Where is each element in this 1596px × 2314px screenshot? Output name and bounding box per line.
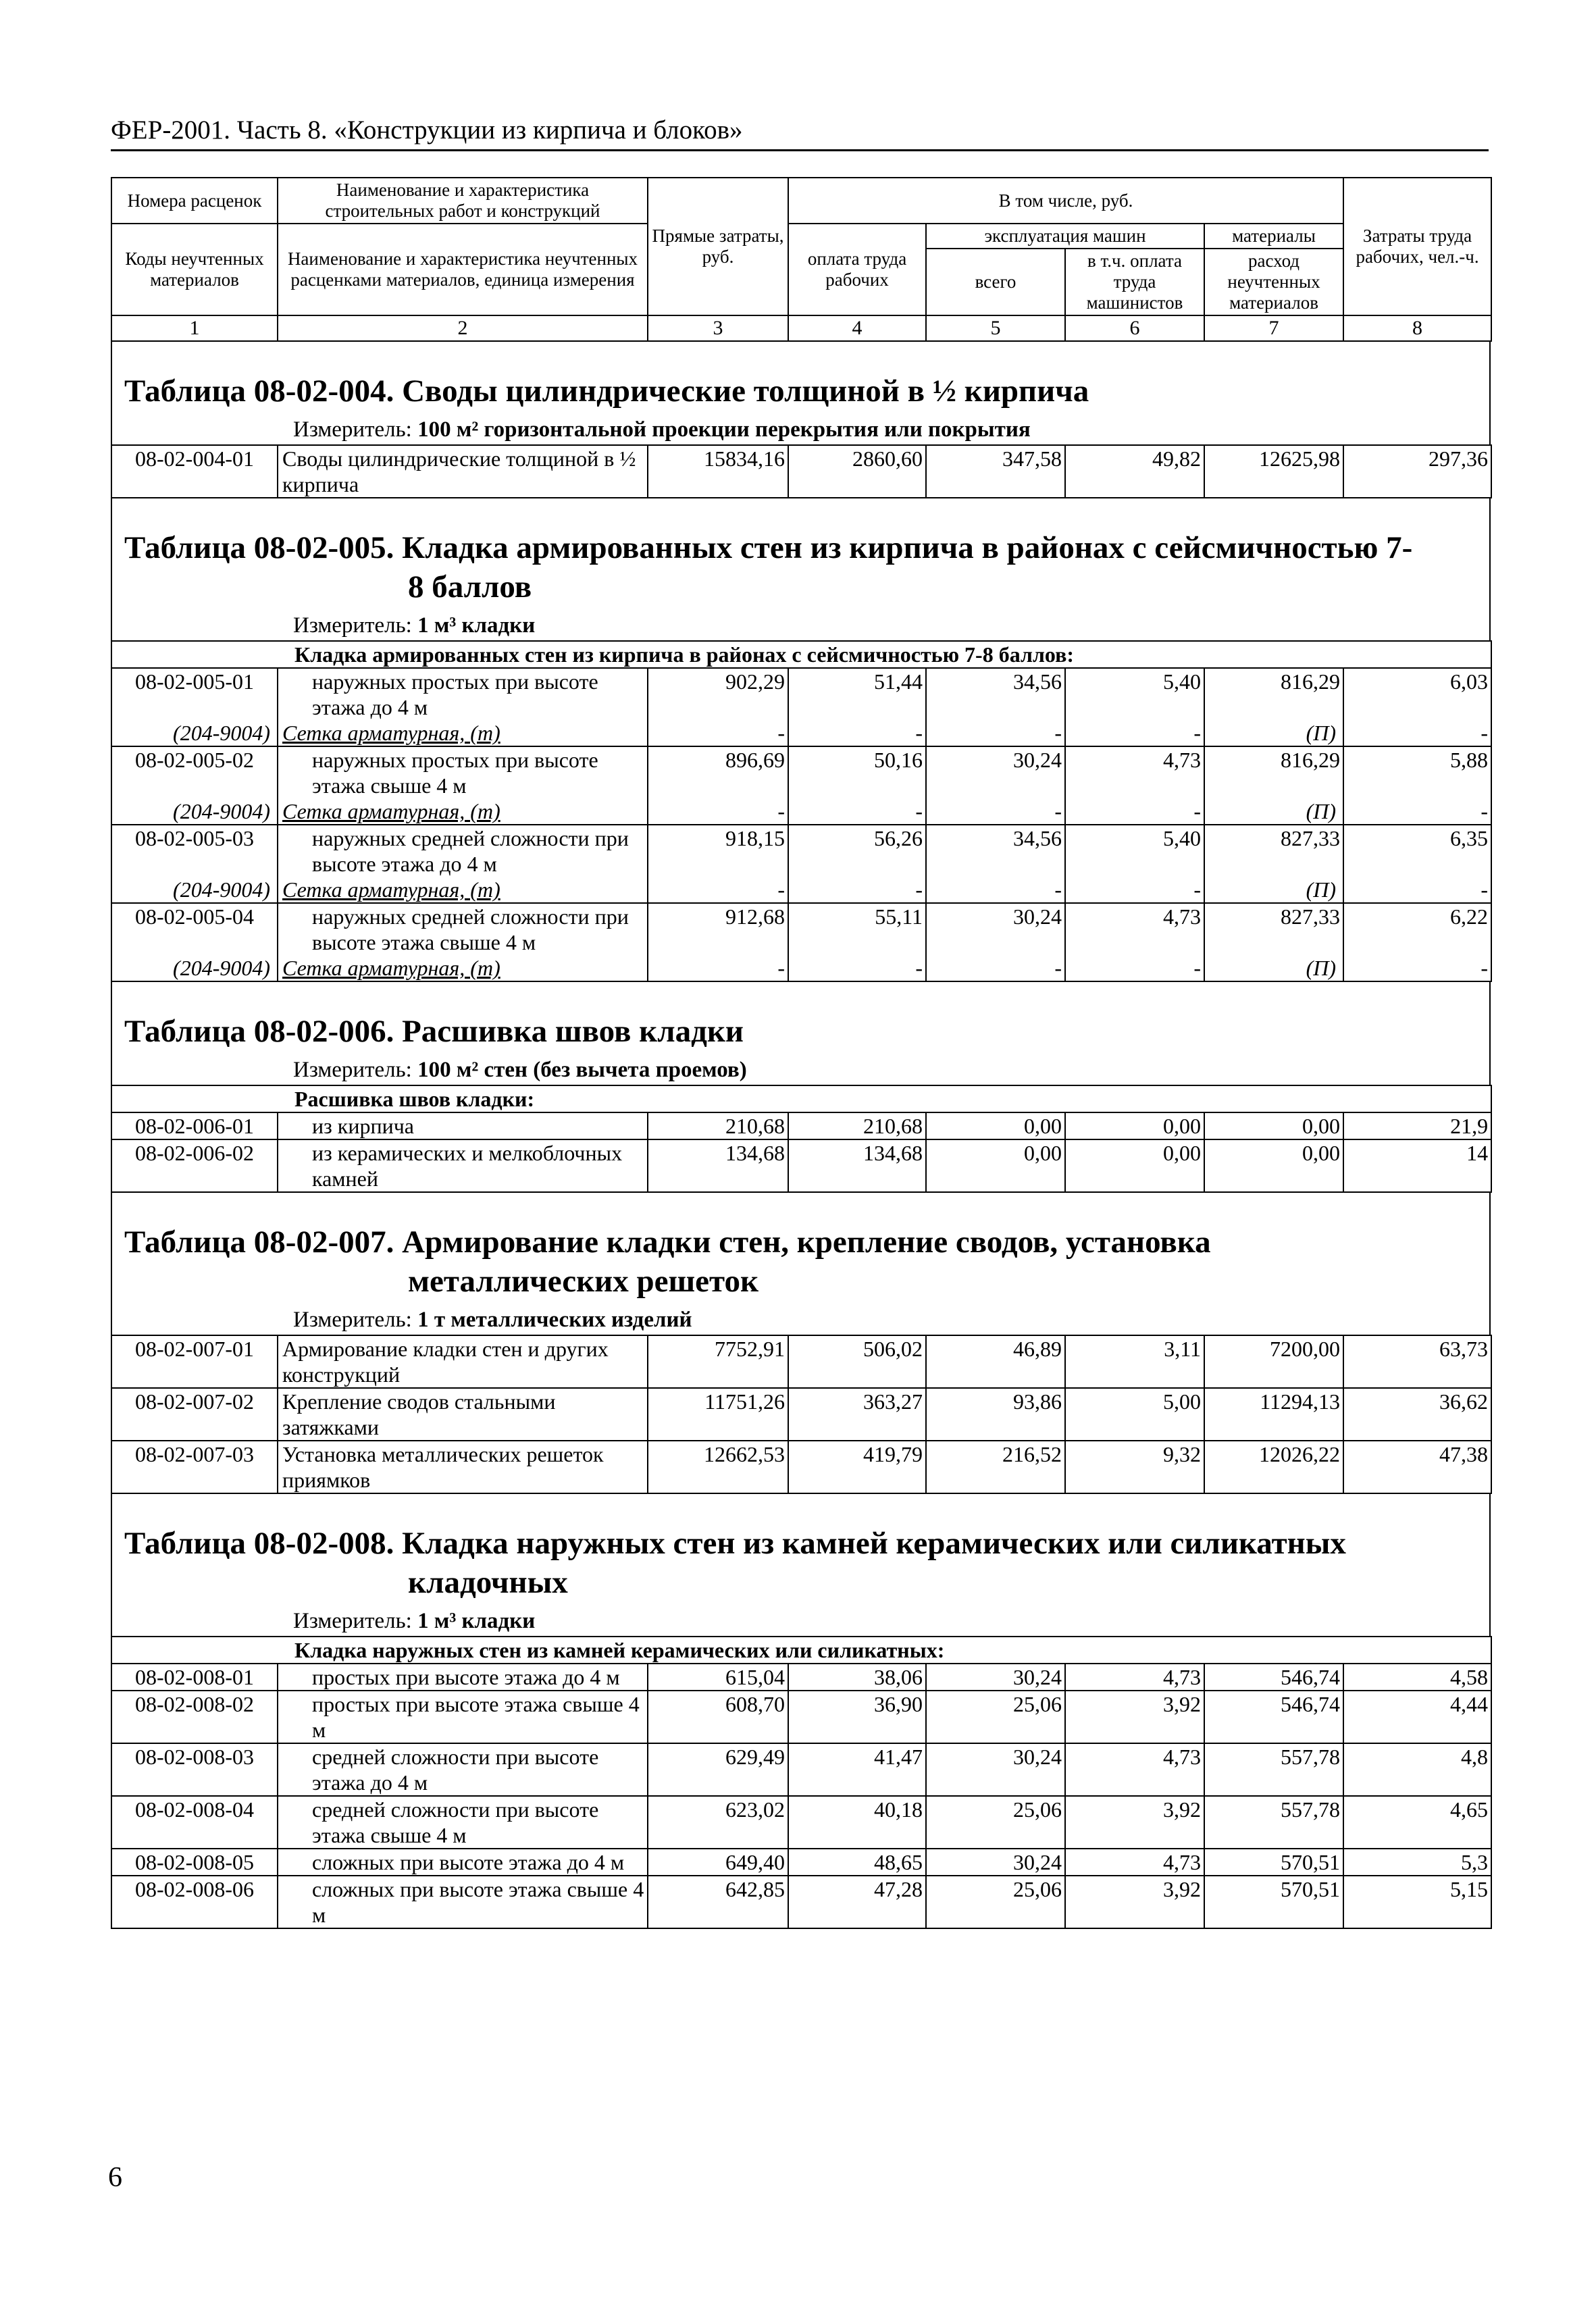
material-row — [111, 720, 1491, 746]
rate-code: 08-02-007-02 — [111, 1388, 278, 1441]
col-materials-header: материалы — [1204, 224, 1343, 249]
machines-pay: 3,11 — [1065, 1335, 1204, 1388]
machines-pay: 4,73 — [1065, 903, 1204, 955]
table-08-02-007 — [111, 1193, 1491, 1335]
measure-line — [112, 1606, 1489, 1636]
page-header: ФЕР-2001. Часть 8. «Конструкции из кирпича и блоков» — [111, 115, 1489, 151]
direct-cost: 623,02 — [648, 1796, 788, 1849]
direct-cost: 615,04 — [648, 1664, 788, 1691]
col-material-name-header: Наименование и характеристика неучтенных расценками материалов, единица измерения — [278, 224, 648, 315]
material-code: (204-9004) — [111, 955, 278, 981]
labor-pay: 506,02 — [788, 1335, 926, 1388]
machines-pay: 0,00 — [1065, 1112, 1204, 1139]
materials: 7200,00 — [1204, 1335, 1343, 1388]
dash-cell: - — [1065, 798, 1204, 825]
machines-all: 46,89 — [926, 1335, 1065, 1388]
table-row — [111, 1139, 1491, 1192]
materials: 816,29 — [1204, 668, 1343, 720]
table-title-line-1: Таблица 08-02-008. Кладка наружных стен из камней керамических или силикатных — [124, 1526, 1346, 1562]
group-title: Кладка армированных стен из кирпича в районах с сейсмичностью 7-8 баллов: — [111, 641, 1491, 668]
materials: 570,51 — [1204, 1876, 1343, 1928]
material-row — [111, 798, 1491, 825]
machines-pay: 5,40 — [1065, 668, 1204, 720]
rate-code: 08-02-007-01 — [111, 1335, 278, 1388]
labor-pay: 363,27 — [788, 1388, 926, 1441]
group-title: Кладка наружных стен из камней керамических или силикатных: — [111, 1637, 1491, 1664]
dash-cell: - — [1065, 720, 1204, 746]
labor-pay: 48,65 — [788, 1849, 926, 1876]
material-note: (П) — [1204, 798, 1343, 825]
labor-cost: 21,9 — [1343, 1112, 1491, 1139]
direct-cost: 918,15 — [648, 825, 788, 877]
col-num: 7 — [1204, 315, 1343, 341]
col-num: 5 — [926, 315, 1065, 341]
dash-cell: - — [926, 798, 1065, 825]
table-row — [111, 1112, 1491, 1139]
table-08-02-004-rows — [111, 444, 1492, 498]
labor-pay: 2860,60 — [788, 445, 926, 498]
table-08-02-008 — [111, 1494, 1491, 1636]
work-name: из кирпича — [278, 1112, 648, 1139]
direct-cost: 649,40 — [648, 1849, 788, 1876]
table-row — [111, 1664, 1491, 1691]
material-code: (204-9004) — [111, 877, 278, 903]
table-title-line-1: Таблица 08-02-007. Армирование кладки стен, крепление сводов, установка — [124, 1225, 1211, 1260]
direct-cost: 210,68 — [648, 1112, 788, 1139]
col-num: 6 — [1065, 315, 1204, 341]
machines-all: 30,24 — [926, 1743, 1065, 1796]
machines-all: 25,06 — [926, 1691, 1065, 1743]
machines-all: 0,00 — [926, 1139, 1065, 1192]
machines-pay: 5,00 — [1065, 1388, 1204, 1441]
work-name: простых при высоте этажа свыше 4 м — [278, 1691, 648, 1743]
measure-label: Измеритель: — [293, 1308, 412, 1333]
direct-cost: 12662,53 — [648, 1441, 788, 1493]
work-name: Своды цилиндрические толщиной в ½ кирпича — [278, 445, 648, 498]
labor-pay: 419,79 — [788, 1441, 926, 1493]
machines-all: 34,56 — [926, 825, 1065, 877]
dash-cell: - — [788, 877, 926, 903]
table-row — [111, 1388, 1491, 1441]
machines-pay: 3,92 — [1065, 1691, 1204, 1743]
table-08-02-005 — [111, 498, 1491, 640]
work-name: из керамических и мелкоблочных камней — [278, 1139, 648, 1192]
col-machines-pay-header: в т.ч. оплата труда машинистов — [1065, 249, 1204, 315]
machines-pay: 3,92 — [1065, 1876, 1204, 1928]
labor-pay: 38,06 — [788, 1664, 926, 1691]
dash-cell: - — [1343, 877, 1491, 903]
group-row — [111, 1637, 1491, 1664]
rate-code: 08-02-007-03 — [111, 1441, 278, 1493]
measure-label: Измеритель: — [293, 1058, 412, 1083]
materials: 557,78 — [1204, 1743, 1343, 1796]
table-08-02-005-rows — [111, 640, 1492, 982]
table-08-02-006 — [111, 982, 1491, 1085]
machines-pay: 4,73 — [1065, 1743, 1204, 1796]
table-title-line-2: кладочных — [408, 1565, 568, 1601]
table-08-02-008-rows — [111, 1636, 1492, 1929]
machines-pay: 9,32 — [1065, 1441, 1204, 1493]
machines-pay: 4,73 — [1065, 1849, 1204, 1876]
rate-code: 08-02-006-01 — [111, 1112, 278, 1139]
measure-value: 1 т металлических изделий — [417, 1308, 692, 1333]
table-row — [111, 903, 1491, 955]
group-row — [111, 1085, 1491, 1112]
col-direct-cost-header: Прямые затраты, руб. — [648, 178, 788, 315]
materials: 0,00 — [1204, 1112, 1343, 1139]
measure-value: 100 м² стен (без вычета проемов) — [417, 1058, 747, 1083]
labor-pay: 210,68 — [788, 1112, 926, 1139]
dash-cell: - — [648, 798, 788, 825]
table-08-02-006-rows — [111, 1085, 1492, 1193]
column-header-table — [111, 177, 1492, 342]
table-row — [111, 1691, 1491, 1743]
rate-code: 08-02-005-01 — [111, 668, 278, 720]
table-08-02-004 — [111, 342, 1491, 444]
table-title: Таблица 08-02-004. Своды цилиндрические толщиной в ½ кирпича — [124, 374, 1089, 409]
labor-cost: 5,3 — [1343, 1849, 1491, 1876]
machines-all: 25,06 — [926, 1796, 1065, 1849]
materials: 0,00 — [1204, 1139, 1343, 1192]
machines-all: 30,24 — [926, 746, 1065, 798]
rate-code: 08-02-005-02 — [111, 746, 278, 798]
materials: 827,33 — [1204, 903, 1343, 955]
col-including-header: В том числе, руб. — [788, 178, 1343, 224]
labor-pay: 40,18 — [788, 1796, 926, 1849]
col-num: 3 — [648, 315, 788, 341]
rate-code: 08-02-008-06 — [111, 1876, 278, 1928]
machines-all: 216,52 — [926, 1441, 1065, 1493]
dash-cell: - — [1343, 720, 1491, 746]
table-row — [111, 445, 1491, 498]
materials: 12625,98 — [1204, 445, 1343, 498]
dash-cell: - — [1065, 877, 1204, 903]
machines-pay: 49,82 — [1065, 445, 1204, 498]
dash-cell: - — [648, 877, 788, 903]
direct-cost: 15834,16 — [648, 445, 788, 498]
col-labor-pay-header: оплата труда рабочих — [788, 224, 926, 315]
table-title: Таблица 08-02-006. Расшивка швов кладки — [124, 1014, 744, 1050]
rate-code: 08-02-008-04 — [111, 1796, 278, 1849]
work-name: сложных при высоте этажа свыше 4 м — [278, 1876, 648, 1928]
dash-cell: - — [926, 955, 1065, 981]
measure-line — [112, 1305, 1489, 1335]
direct-cost: 7752,91 — [648, 1335, 788, 1388]
table-row — [111, 1335, 1491, 1388]
labor-cost: 47,38 — [1343, 1441, 1491, 1493]
materials: 11294,13 — [1204, 1388, 1343, 1441]
rate-code: 08-02-006-02 — [111, 1139, 278, 1192]
labor-cost: 6,03 — [1343, 668, 1491, 720]
table-title-line-2: металлических решеток — [408, 1264, 759, 1300]
direct-cost: 902,29 — [648, 668, 788, 720]
labor-cost: 4,58 — [1343, 1664, 1491, 1691]
rate-code: 08-02-005-03 — [111, 825, 278, 877]
labor-pay: 47,28 — [788, 1876, 926, 1928]
machines-pay: 4,73 — [1065, 1664, 1204, 1691]
measure-line — [112, 415, 1489, 444]
direct-cost: 608,70 — [648, 1691, 788, 1743]
material-name: Сетка арматурная, (т) — [278, 798, 648, 825]
work-name: Армирование кладки стен и других конструкций — [278, 1335, 648, 1388]
machines-all: 30,24 — [926, 1849, 1065, 1876]
material-name: Сетка арматурная, (т) — [278, 877, 648, 903]
col-labor-cost-header: Затраты труда рабочих, чел.-ч. — [1343, 178, 1491, 315]
labor-cost: 6,35 — [1343, 825, 1491, 877]
direct-cost: 11751,26 — [648, 1388, 788, 1441]
rate-code: 08-02-008-01 — [111, 1664, 278, 1691]
table-row — [111, 1796, 1491, 1849]
measure-label: Измеритель: — [293, 613, 412, 638]
labor-cost: 5,15 — [1343, 1876, 1491, 1928]
work-name: средней сложности при высоте этажа до 4 м — [278, 1743, 648, 1796]
material-name: Сетка арматурная, (т) — [278, 955, 648, 981]
table-title-line-2: 8 баллов — [408, 569, 532, 605]
direct-cost: 134,68 — [648, 1139, 788, 1192]
material-note: (П) — [1204, 955, 1343, 981]
direct-cost: 642,85 — [648, 1876, 788, 1928]
labor-cost: 297,36 — [1343, 445, 1491, 498]
labor-cost: 4,8 — [1343, 1743, 1491, 1796]
work-name: Установка металлических решеток приямков — [278, 1441, 648, 1493]
work-name: средней сложности при высоте этажа свыше 4 м — [278, 1796, 648, 1849]
work-name: сложных при высоте этажа до 4 м — [278, 1849, 648, 1876]
labor-pay: 36,90 — [788, 1691, 926, 1743]
material-code: (204-9004) — [111, 798, 278, 825]
col-machines-header: эксплуатация машин — [926, 224, 1204, 249]
dash-cell: - — [1343, 798, 1491, 825]
machines-all: 30,24 — [926, 1664, 1065, 1691]
table-row — [111, 668, 1491, 720]
machines-pay: 5,40 — [1065, 825, 1204, 877]
labor-cost: 6,22 — [1343, 903, 1491, 955]
labor-cost: 4,44 — [1343, 1691, 1491, 1743]
machines-pay: 0,00 — [1065, 1139, 1204, 1192]
labor-cost: 14 — [1343, 1139, 1491, 1192]
material-note: (П) — [1204, 877, 1343, 903]
rate-code: 08-02-005-04 — [111, 903, 278, 955]
col-rate-number-header: Номера расценок — [111, 178, 278, 224]
materials: 570,51 — [1204, 1849, 1343, 1876]
machines-pay: 4,73 — [1065, 746, 1204, 798]
table-title — [112, 1193, 1489, 1301]
labor-pay: 134,68 — [788, 1139, 926, 1192]
col-num: 8 — [1343, 315, 1491, 341]
direct-cost: 629,49 — [648, 1743, 788, 1796]
rates-sheet — [111, 177, 1491, 1929]
work-name: Крепление сводов стальными затяжками — [278, 1388, 648, 1441]
rate-code: 08-02-008-02 — [111, 1691, 278, 1743]
table-row — [111, 1441, 1491, 1493]
material-row — [111, 877, 1491, 903]
materials: 546,74 — [1204, 1691, 1343, 1743]
dash-cell: - — [788, 955, 926, 981]
table-08-02-007-rows — [111, 1335, 1492, 1494]
work-name: наружных простых при высоте этажа свыше 4 м — [278, 746, 648, 798]
labor-cost: 63,73 — [1343, 1335, 1491, 1388]
dash-cell: - — [926, 720, 1065, 746]
table-title-line-1: Таблица 08-02-005. Кладка армированных стен из кирпича в районах с сейсмичностью 7- — [124, 530, 1413, 566]
measure-label: Измеритель: — [293, 417, 412, 442]
materials: 546,74 — [1204, 1664, 1343, 1691]
machines-all: 30,24 — [926, 903, 1065, 955]
measure-value: 1 м³ кладки — [417, 613, 536, 638]
table-row — [111, 746, 1491, 798]
group-title: Расшивка швов кладки: — [111, 1085, 1491, 1112]
materials: 827,33 — [1204, 825, 1343, 877]
material-name: Сетка арматурная, (т) — [278, 720, 648, 746]
table-row — [111, 1876, 1491, 1928]
materials: 12026,22 — [1204, 1441, 1343, 1493]
direct-cost: 912,68 — [648, 903, 788, 955]
labor-cost: 5,88 — [1343, 746, 1491, 798]
measure-line — [112, 1055, 1489, 1085]
group-row — [111, 641, 1491, 668]
material-note: (П) — [1204, 720, 1343, 746]
table-row — [111, 1743, 1491, 1796]
labor-pay: 55,11 — [788, 903, 926, 955]
table-title — [112, 498, 1489, 607]
rate-code: 08-02-008-03 — [111, 1743, 278, 1796]
labor-pay: 51,44 — [788, 668, 926, 720]
material-row — [111, 955, 1491, 981]
machines-all: 0,00 — [926, 1112, 1065, 1139]
rate-code: 08-02-008-05 — [111, 1849, 278, 1876]
materials: 557,78 — [1204, 1796, 1343, 1849]
col-material-code-header: Коды неучтенных материалов — [111, 224, 278, 315]
labor-pay: 41,47 — [788, 1743, 926, 1796]
machines-all: 25,06 — [926, 1876, 1065, 1928]
measure-line — [112, 611, 1489, 640]
material-code: (204-9004) — [111, 720, 278, 746]
work-name: наружных средней сложности при высоте этажа до 4 м — [278, 825, 648, 877]
col-materials-unaccounted-header: расход неучтенных материалов — [1204, 249, 1343, 315]
table-row — [111, 1849, 1491, 1876]
dash-cell: - — [648, 955, 788, 981]
labor-cost: 36,62 — [1343, 1388, 1491, 1441]
table-row — [111, 825, 1491, 877]
measure-value: 1 м³ кладки — [417, 1609, 536, 1634]
col-work-name-header: Наименование и характеристика строительных работ и конструкций — [278, 178, 648, 224]
materials: 816,29 — [1204, 746, 1343, 798]
dash-cell: - — [1065, 955, 1204, 981]
col-num: 2 — [278, 315, 648, 341]
direct-cost: 896,69 — [648, 746, 788, 798]
labor-cost: 4,65 — [1343, 1796, 1491, 1849]
measure-label: Измеритель: — [293, 1609, 412, 1634]
rate-code: 08-02-004-01 — [111, 445, 278, 498]
machines-all: 347,58 — [926, 445, 1065, 498]
machines-all: 34,56 — [926, 668, 1065, 720]
work-name: наружных простых при высоте этажа до 4 м — [278, 668, 648, 720]
col-num: 1 — [111, 315, 278, 341]
col-num: 4 — [788, 315, 926, 341]
dash-cell: - — [926, 877, 1065, 903]
work-name: простых при высоте этажа до 4 м — [278, 1664, 648, 1691]
dash-cell: - — [1343, 955, 1491, 981]
dash-cell: - — [648, 720, 788, 746]
dash-cell: - — [788, 720, 926, 746]
labor-pay: 56,26 — [788, 825, 926, 877]
page-number: 6 — [108, 2162, 122, 2193]
labor-pay: 50,16 — [788, 746, 926, 798]
measure-value: 100 м² горизонтальной проекции перекрытия или покрытия — [417, 417, 1031, 442]
machines-all: 93,86 — [926, 1388, 1065, 1441]
dash-cell: - — [788, 798, 926, 825]
work-name: наружных средней сложности при высоте этажа свыше 4 м — [278, 903, 648, 955]
table-title — [112, 1494, 1489, 1602]
col-machines-all-header: всего — [926, 249, 1065, 315]
machines-pay: 3,92 — [1065, 1796, 1204, 1849]
